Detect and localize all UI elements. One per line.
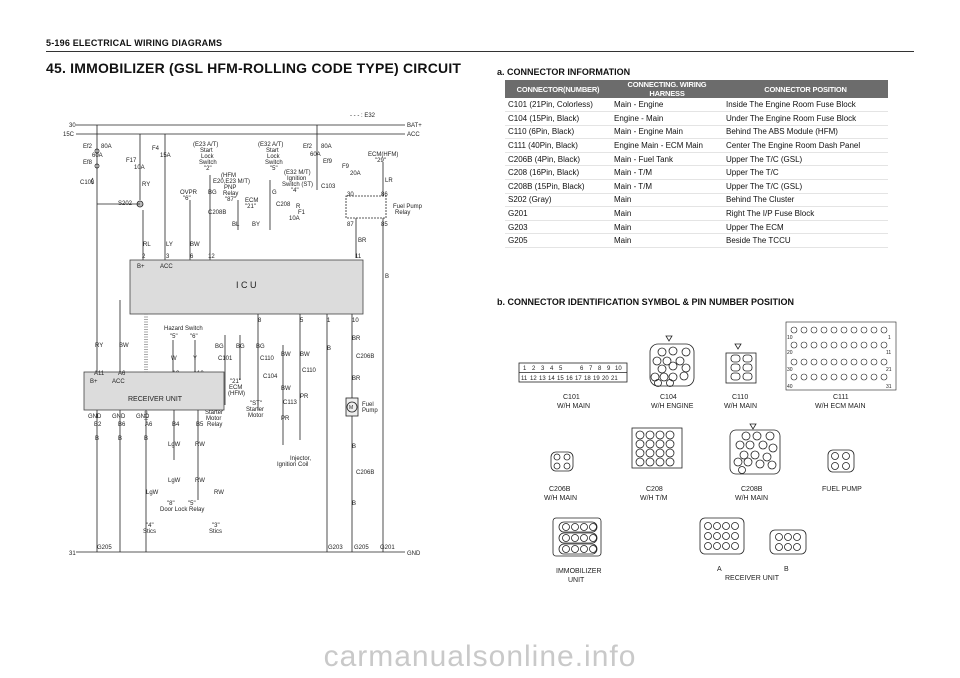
c104-sub: W/H ENGINE	[651, 403, 694, 410]
hfm-3: PNP	[224, 185, 237, 191]
svg-text:20: 20	[602, 376, 609, 382]
svg-text:5: 5	[559, 366, 563, 372]
e32-legend: - - - : E32	[350, 113, 376, 119]
c101-name: C101	[563, 394, 580, 401]
c111-pin-11: 11	[886, 350, 892, 356]
conn-c208: C208	[276, 202, 291, 208]
watermark: carmanualsonline.info	[323, 640, 637, 673]
gnd-rail-right: GND	[407, 551, 421, 557]
wire-pr-b: PR	[281, 416, 290, 422]
starter-relay-2: Starter	[205, 410, 224, 416]
c111-pin-1: 1	[888, 335, 891, 341]
pin-b2: B2	[94, 422, 102, 428]
hfm-1: (HFM	[221, 173, 236, 179]
cell-position: Behind The ABS Module (HFM)	[723, 125, 888, 139]
hfm-4: Relay	[223, 191, 239, 197]
c111-pin-30: 30	[787, 367, 793, 373]
ecm-21-3: (HFM)	[228, 391, 245, 397]
c101-connector	[519, 363, 627, 382]
cell-harness: Engine - Main	[611, 112, 723, 126]
c111-pin-31: 31	[886, 384, 892, 390]
cell-connector: C206B (4Pin, Black)	[505, 152, 611, 166]
pin-2: 2	[142, 254, 146, 260]
conn-c101: C101	[218, 356, 233, 362]
c111-pin-10: 10	[787, 335, 793, 341]
start-lock-2: Start	[200, 148, 213, 154]
c208b-connector	[730, 424, 780, 474]
cell-position: Under The Engine Room Fuse Block	[723, 112, 888, 126]
fuse-ef8: Ef8	[83, 160, 93, 166]
fuel-pump-conn-name: FUEL PUMP	[822, 486, 862, 493]
c110-connector	[726, 344, 756, 383]
svg-text:14: 14	[548, 376, 555, 382]
wire-b-c: B	[327, 346, 332, 352]
cell-connector: C101 (21Pin, Colorless)	[505, 98, 611, 112]
cell-connector: G201	[505, 207, 611, 221]
svg-text:8: 8	[598, 366, 602, 372]
acc-rail-left: 15C	[63, 132, 75, 138]
immobilizer-sub: UNIT	[568, 577, 585, 584]
cell-connector: G203	[505, 220, 611, 234]
pin-30: 30	[347, 192, 354, 198]
pin-87: 87	[347, 222, 354, 228]
fuse-f9: F9	[342, 164, 350, 170]
start-lock-5: "2"	[204, 166, 212, 172]
wire-by-label: BY	[252, 222, 261, 228]
cell-harness: Main - Engine Main	[611, 125, 723, 139]
bat-rail-right: BAT+	[407, 123, 422, 129]
stics-4-1: "4"	[146, 523, 154, 529]
wire-lgw-a: LgW	[168, 442, 181, 448]
wire-y-label: Y	[193, 356, 198, 362]
wire-bg-label: BG	[208, 190, 217, 196]
cell-connector: S202 (Gray)	[505, 193, 611, 207]
fuse-f17-amp: 10A	[134, 165, 145, 171]
c111-pin-20: 20	[787, 350, 793, 356]
fuse-ef2-left-amp: 80A	[101, 144, 112, 150]
cell-connector: C104 (15Pin, Black)	[505, 112, 611, 126]
fuse-f1-amp: 10A	[289, 216, 300, 222]
wire-bg-b: BG	[236, 344, 245, 350]
door-lock-2: "5"	[188, 501, 196, 507]
cell-position: Upper The T/C	[723, 166, 888, 180]
icu-bplus: B+	[137, 264, 145, 270]
wire-b-g2: B	[118, 436, 123, 442]
pin-85: 85	[381, 222, 388, 228]
wire-b-label: B	[385, 274, 390, 280]
immobilizer-connector	[553, 518, 601, 556]
st-2: Starter	[246, 407, 265, 413]
icu-label: I C U	[236, 280, 257, 290]
svg-text:19: 19	[593, 376, 600, 382]
pin-b5: B5	[196, 422, 204, 428]
fuel-pump-relay2: Relay	[395, 210, 411, 216]
conn-c103-left: C103	[80, 180, 95, 186]
fuse-ef9-amp: 60A	[310, 152, 321, 158]
svg-text:12: 12	[530, 376, 537, 382]
conn-c103-right: C103	[321, 184, 336, 190]
wire-b-g1: B	[95, 436, 100, 442]
svg-text:16: 16	[566, 376, 573, 382]
wire-rw-c: RW	[214, 490, 224, 496]
pin-gnd3: GND	[136, 414, 150, 420]
c110-sub: W/H MAIN	[724, 403, 758, 410]
conn-c113: C113	[283, 400, 297, 406]
svg-text:7: 7	[589, 366, 593, 372]
cell-position: Inside The Engine Room Fuse Block	[723, 98, 888, 112]
fuse-f9-amp: 20A	[350, 171, 361, 177]
hazard-a: "5"	[170, 334, 178, 340]
fuel-pump-connector	[828, 450, 854, 472]
pin-a6b: A6	[145, 422, 153, 428]
ovpr-pin: "6"	[183, 196, 191, 202]
wire-bw-c: BW	[281, 352, 291, 358]
receiver-unit-label: RECEIVER UNIT	[128, 396, 183, 403]
pin-1: 1	[327, 318, 331, 324]
c110-name: C110	[732, 394, 749, 401]
door-lock-1: "8"	[167, 501, 175, 507]
fuse-ef2-left: Ef2	[83, 144, 93, 150]
stics-3-1: "3"	[212, 523, 220, 529]
pin-86: 86	[381, 192, 388, 198]
fuse-f4: F4	[152, 146, 160, 152]
st-1: "ST"	[250, 401, 262, 407]
receiver-a-label: A	[717, 566, 722, 573]
ecm21-pin: "21"	[245, 204, 256, 210]
wire-ry-low: RY	[95, 343, 104, 349]
svg-text:4: 4	[550, 366, 554, 372]
ground-g203: G203	[328, 545, 343, 551]
c208b-name: C208B	[741, 486, 763, 493]
c111-connector	[786, 322, 896, 390]
wire-bg-a: BG	[215, 344, 224, 350]
immobilizer-name: IMMOBILIZER	[556, 568, 602, 575]
cell-harness: Main - Fuel Tank	[611, 152, 723, 166]
fuse-f1: F1	[298, 210, 306, 216]
stics-4-2: Stics	[143, 529, 157, 535]
ecm21: ECM	[245, 198, 259, 204]
svg-text:10: 10	[615, 366, 622, 372]
ground-g201: G201	[380, 545, 395, 551]
conn-c206b-a: C206B	[356, 354, 375, 360]
start-lock-3: Lock	[201, 154, 214, 160]
pin-10: 10	[352, 318, 359, 324]
fuel-pump-label: Fuel	[362, 402, 374, 408]
page-title: 45. IMMOBILIZER (GSL HFM-ROLLING CODE TYPE) CIRCUIT	[46, 60, 462, 76]
pin-b6: B6	[118, 422, 126, 428]
fuse-ef9: Ef9	[323, 159, 333, 165]
pin-gnd1: GND	[88, 414, 102, 420]
m32-2: Ignition	[287, 176, 307, 182]
wire-br-d: BR	[352, 376, 361, 382]
pin-12: 12	[208, 254, 215, 260]
svg-text:13: 13	[539, 376, 546, 382]
wire-bg-c: BG	[256, 344, 265, 350]
c206b-name: C206B	[549, 486, 571, 493]
col-position: CONNECTOR POSITION	[723, 80, 888, 98]
m32-3: Switch (ST)	[282, 182, 314, 188]
conn-c110a: C110	[260, 356, 274, 362]
wire-lgw-c: LgW	[146, 490, 159, 496]
hazard-b: "6"	[190, 334, 198, 340]
col-harness: CONNECTING. WIRING HARNESS	[611, 80, 723, 98]
cell-position: Center The Engine Room Dash Panel	[723, 139, 888, 153]
pin-3: 3	[166, 254, 170, 260]
start-lock-4: Switch	[199, 160, 217, 166]
c111-sub: W/H ECM MAIN	[815, 403, 866, 410]
ign-4: Switch	[265, 160, 283, 166]
svg-text:15: 15	[557, 376, 564, 382]
pin-b4: B4	[172, 422, 180, 428]
pin-11: 11	[355, 254, 362, 260]
c208-connector	[632, 428, 682, 468]
c111-name: C111	[833, 394, 849, 401]
wire-r-label: R	[296, 204, 301, 210]
hfm-2: E20,E23 M/T)	[213, 179, 251, 185]
col-connector: CONNECTOR(NUMBER)	[505, 80, 611, 98]
c206b-sub: W/H MAIN	[544, 495, 578, 502]
c104-name: C104	[660, 394, 677, 401]
recv-bplus: B+	[90, 379, 98, 385]
door-lock-3: Door Lock Relay	[160, 507, 205, 513]
injector-1: Injector,	[290, 456, 312, 462]
ecm-hfm-pin: "29"	[375, 158, 386, 164]
ground-g205b: G205	[354, 545, 369, 551]
motor-m-icon: M	[349, 405, 354, 411]
receiver-b-connector	[770, 530, 806, 554]
wire-b-d: B	[352, 444, 357, 450]
hazard-switch: Hazard Switch	[164, 326, 203, 332]
c206b-connector	[551, 452, 573, 471]
wire-bw-e: BW	[281, 386, 291, 392]
ecm-21-2: ECM	[229, 385, 243, 391]
svg-text:2: 2	[532, 366, 536, 372]
cell-harness: Main	[611, 220, 723, 234]
recv-acc: ACC	[112, 379, 125, 385]
svg-text:3: 3	[541, 366, 545, 372]
wire-g-label: G	[272, 190, 277, 196]
fuel-pump-relay: Fuel Pump	[393, 204, 423, 210]
m32-4: "4"	[291, 188, 299, 194]
bat-rail-left: 30	[69, 123, 76, 129]
m32-1: (E32 M/T)	[284, 170, 311, 176]
connector-info-heading: a. CONNECTOR INFORMATION	[497, 67, 631, 77]
hfm-5: "87"	[225, 197, 236, 203]
ecm-hfm: ECM(HFM)	[368, 152, 399, 158]
fuse-ef8-amp: 60A	[92, 153, 103, 159]
wire-bw-low: BW	[119, 343, 129, 349]
cell-position: Upper The ECM	[723, 220, 888, 234]
cell-connector: C208 (16Pin, Black)	[505, 166, 611, 180]
wire-lr-label: LR	[385, 178, 393, 184]
c208b-sub: W/H MAIN	[735, 495, 769, 502]
receiver-a-connector	[700, 518, 744, 554]
c101-sub: W/H MAIN	[557, 403, 591, 410]
wire-bl-label: BL	[232, 222, 240, 228]
cell-harness: Main	[611, 193, 723, 207]
wire-b-g3: B	[144, 436, 149, 442]
c208-sub: W/H T/M	[640, 495, 668, 502]
fuse-f17: F17	[126, 158, 137, 164]
svg-text:21: 21	[611, 376, 618, 382]
wire-ly-label: LY	[166, 242, 173, 248]
pin-gnd2: GND	[112, 414, 126, 420]
conn-c208b: C208B	[208, 210, 227, 216]
fuse-f4-amp: 15A	[160, 153, 171, 159]
wire-pr-a: PR	[300, 394, 309, 400]
cell-harness: Main	[611, 207, 723, 221]
injector-2: Ignition Coil	[277, 462, 309, 468]
fuel-pump-label2: Pump	[362, 408, 378, 414]
receiver-b-label: B	[784, 566, 789, 573]
svg-text:6: 6	[580, 366, 584, 372]
c111-pin-21: 21	[886, 367, 892, 373]
cell-position: Beside The TCCU	[723, 234, 888, 248]
page-header: 5-196 ELECTRICAL WIRING DIAGRAMS	[46, 38, 223, 48]
pin-section-heading: b. CONNECTOR IDENTIFICATION SYMBOL & PIN NUMBER POSITION	[497, 297, 795, 307]
cell-connector: G205	[505, 234, 611, 248]
cell-connector: C208B (15Pin, Black)	[505, 180, 611, 194]
cell-harness: Engine Main - ECM Main	[611, 139, 723, 153]
fuse-ef2-right: Ef2	[303, 144, 313, 150]
svg-text:17: 17	[575, 376, 582, 382]
svg-text:1: 1	[523, 366, 527, 372]
pin-a6: A6	[118, 371, 126, 377]
icu-acc: ACC	[160, 264, 173, 270]
cell-connector: C111 (40Pin, Black)	[505, 139, 611, 153]
cell-connector: C110 (6Pin, Black)	[505, 125, 611, 139]
splice-s202: S202	[118, 201, 133, 207]
starter-relay-3: Motor	[206, 416, 222, 422]
conn-c104: C104	[263, 374, 278, 380]
wire-bw-label: BW	[190, 242, 200, 248]
start-lock-1: (E23 A/T)	[193, 142, 219, 148]
wire-ry-top: RY	[142, 182, 151, 188]
conn-c206b-b: C206B	[356, 470, 375, 476]
starter-relay-4: Relay	[207, 422, 223, 428]
pin-8: 8	[258, 318, 262, 324]
c111-pin-40: 40	[787, 384, 793, 390]
cell-position: Right The I/P Fuse Block	[723, 207, 888, 221]
wire-rw-b: RW	[195, 478, 205, 484]
ign-2: Start	[266, 148, 279, 154]
wire-lgw-b: LgW	[168, 478, 181, 484]
pin-5: 5	[300, 318, 304, 324]
ign-5: "5"	[270, 166, 278, 172]
pin-6: 6	[190, 254, 194, 260]
cell-harness: Main - Engine	[611, 98, 723, 112]
svg-text:18: 18	[584, 376, 591, 382]
conn-c110b: C110	[302, 368, 316, 374]
c208-name: C208	[646, 486, 663, 493]
ign-1: (E32 A/T)	[258, 142, 284, 148]
wire-rw-a: RW	[195, 442, 205, 448]
wire-b-e: B	[352, 501, 357, 507]
st-3: Motor	[248, 413, 264, 419]
c104-connector	[650, 336, 694, 387]
cell-harness: Main	[611, 234, 723, 248]
svg-text:9: 9	[607, 366, 611, 372]
stics-3-2: Stics	[209, 529, 223, 535]
cell-harness: Main - T/M	[611, 180, 723, 194]
ground-g205a: G205	[97, 545, 112, 551]
receiver-unit-conn-name: RECEIVER UNIT	[725, 575, 780, 582]
acc-rail-right: ACC	[407, 132, 420, 138]
cell-position: Behind The Cluster	[723, 193, 888, 207]
wire-w-label: W	[171, 356, 177, 362]
fuse-ef2-right-amp: 80A	[321, 144, 332, 150]
gnd-rail-left: 31	[69, 551, 76, 557]
ecm-21-1: "21"	[230, 379, 241, 385]
cell-position: Upper The T/C (GSL)	[723, 180, 888, 194]
wire-bw-d: BW	[300, 352, 310, 358]
wire-rl-label: RL	[143, 242, 151, 248]
wire-br-c: BR	[352, 336, 361, 342]
pin-a11: A11	[94, 371, 105, 377]
cell-harness: Main - T/M	[611, 166, 723, 180]
ovpr: OVPR	[180, 190, 198, 196]
ign-3: Lock	[267, 154, 280, 160]
wire-br-label: BR	[358, 238, 367, 244]
cell-position: Upper The T/C (GSL)	[723, 152, 888, 166]
svg-text:11: 11	[521, 376, 528, 382]
